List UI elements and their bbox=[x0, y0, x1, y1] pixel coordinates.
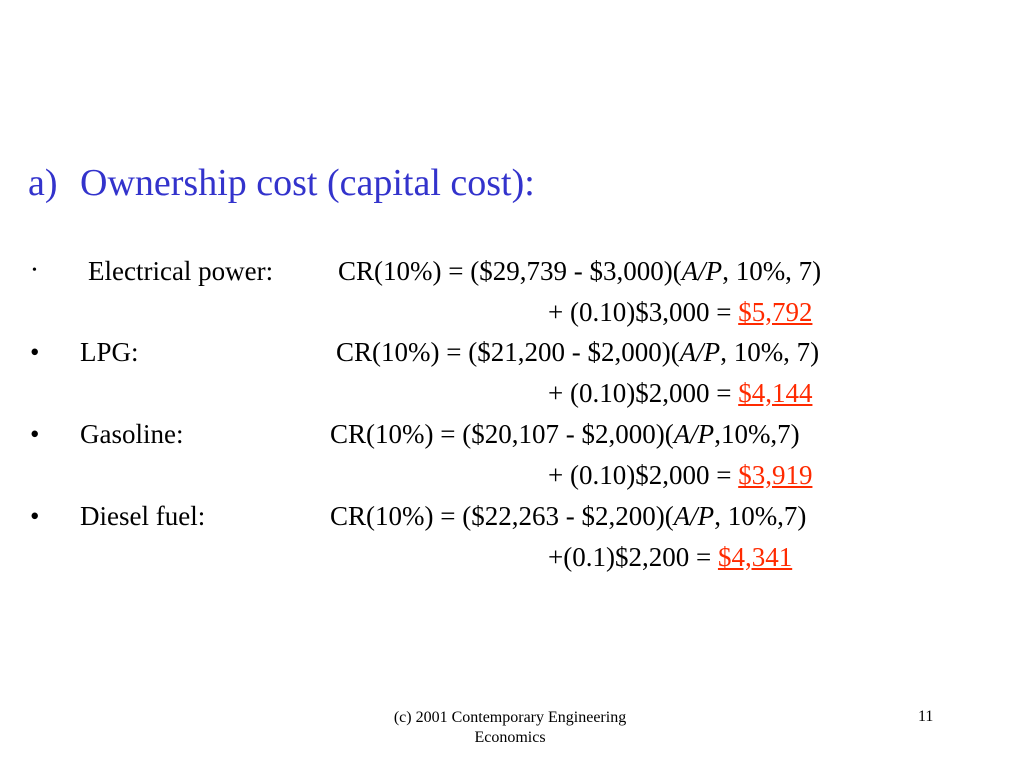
formula-factor: A/P bbox=[673, 419, 715, 449]
result-value: $5,792 bbox=[738, 297, 813, 327]
formula-prefix: CR(10%) = ($20,107 - $2,000)( bbox=[330, 419, 674, 449]
result-value: $3,919 bbox=[738, 460, 813, 490]
page-number: 11 bbox=[918, 708, 934, 725]
formula-prefix: CR(10%) = ($21,200 - $2,000)( bbox=[336, 337, 680, 367]
item-label: LPG: bbox=[80, 337, 139, 367]
bullet-icon: • bbox=[30, 501, 40, 531]
item-continuation bbox=[548, 380, 812, 407]
formula-factor: A/P bbox=[679, 337, 721, 367]
slide-heading bbox=[28, 164, 535, 202]
bullet-icon: • bbox=[30, 337, 40, 367]
formula-suffix: ,10%,7) bbox=[714, 419, 800, 449]
result-value: $4,341 bbox=[717, 542, 793, 572]
continuation-text: + (0.10)$2,000 = bbox=[548, 460, 739, 490]
footer-copyright bbox=[300, 708, 720, 748]
item-formula bbox=[338, 258, 821, 285]
continuation-text: +(0.1)$2,200 = bbox=[548, 542, 718, 572]
formula-prefix: CR(10%) = ($22,263 - $2,200)( bbox=[330, 501, 674, 531]
result-value: $4,144 bbox=[738, 378, 813, 408]
footer-line-1: (c) 2001 Contemporary Engineering bbox=[393, 709, 627, 726]
item-formula bbox=[330, 503, 806, 530]
heading-marker: a) bbox=[28, 162, 58, 204]
formula-prefix: CR(10%) = ($29,739 - $3,000)( bbox=[338, 256, 682, 286]
item-label: Gasoline: bbox=[80, 419, 184, 449]
footer-line-2: Economics bbox=[474, 729, 546, 746]
item-continuation bbox=[548, 299, 812, 326]
bullet-icon: • bbox=[30, 419, 40, 449]
item-formula bbox=[330, 421, 800, 448]
item-formula bbox=[336, 339, 819, 366]
formula-suffix: , 10%, 7) bbox=[720, 337, 820, 367]
continuation-text: + (0.10)$2,000 = bbox=[548, 378, 739, 408]
item-label: Diesel fuel: bbox=[80, 501, 206, 531]
item-label: Electrical power: bbox=[88, 256, 274, 286]
bullet-icon: • bbox=[32, 263, 37, 278]
formula-factor: A/P bbox=[681, 256, 723, 286]
formula-factor: A/P bbox=[673, 501, 715, 531]
item-continuation bbox=[548, 462, 812, 489]
formula-suffix: , 10%,7) bbox=[714, 501, 807, 531]
item-continuation bbox=[548, 544, 792, 571]
heading-text: Ownership cost (capital cost): bbox=[80, 162, 535, 204]
continuation-text: + (0.10)$3,000 = bbox=[548, 297, 739, 327]
formula-suffix: , 10%, 7) bbox=[722, 256, 822, 286]
